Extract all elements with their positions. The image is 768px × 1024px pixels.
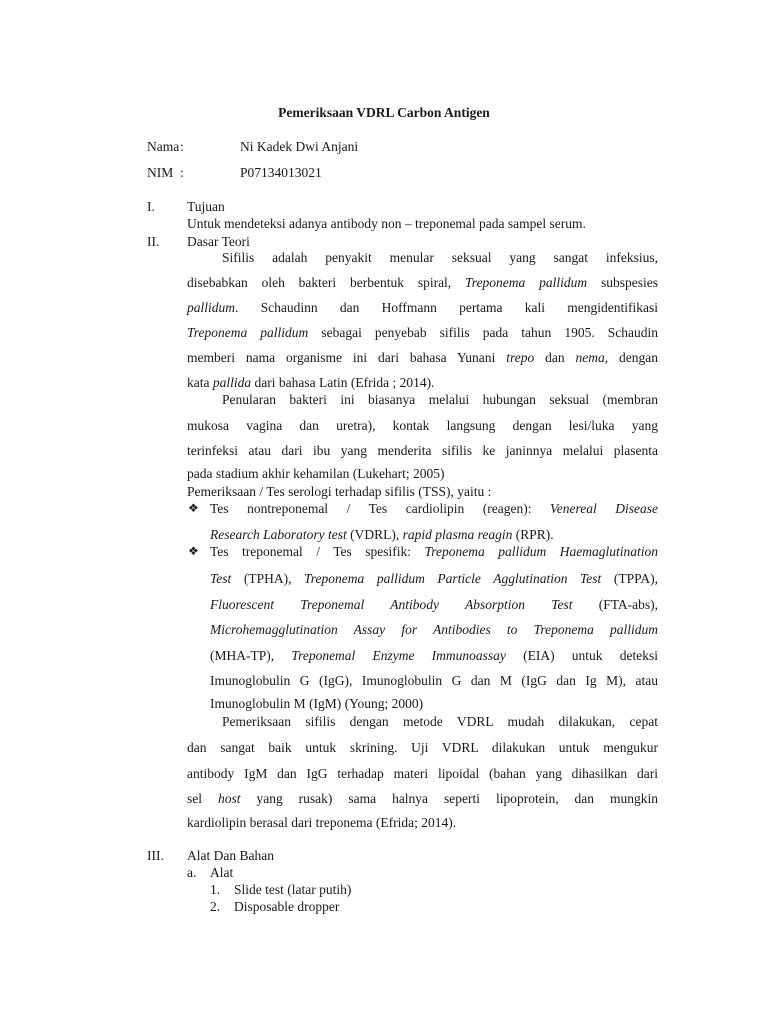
- paragraph-1-line: kata pallida dari bahasa Latin (Efrida ; 2014).: [187, 375, 435, 390]
- bullet-2-line: Fluorescent Treponemal Antibody Absorption Test (FTA-abs),: [210, 597, 658, 612]
- paragraph-3-line: dan sangat baik untuk skrining. Uji VDRL dilakukan untuk mengukur: [187, 740, 658, 755]
- subsection-heading: Alat: [210, 865, 234, 880]
- paragraph-2-line: terinfeksi atau dari ibu yang menderita sifilis ke janinnya melalui plasenta: [187, 443, 658, 458]
- section-1-heading: Tujuan: [187, 199, 225, 214]
- paragraph-1-line: Sifilis adalah penyakit menular seksual yang sangat infeksius,: [222, 250, 658, 265]
- bullet-1-line: Research Laboratory test (VDRL), rapid plasma reagin (RPR).: [210, 527, 554, 542]
- paragraph-1-line: disebabkan oleh bakteri berbentuk spiral, Treponema pallidum subspesies: [187, 275, 659, 290]
- paragraph-1-line: pallidum. Schaudinn dan Hoffmann pertama kali mengidentifikasi: [187, 300, 658, 315]
- bullet-2-line: Tes treponemal / Tes spesifik: Treponema pallidum Haemaglutination: [210, 544, 659, 559]
- nim-label: NIM: [147, 165, 174, 180]
- subsection-label: a.: [187, 865, 197, 880]
- section-3-heading: Alat Dan Bahan: [187, 848, 274, 863]
- name-colon: :: [180, 139, 184, 154]
- bullet-2-line: Imunoglobulin G (IgG), Imunoglobulin G dan M (IgG dan Ig M), atau: [210, 673, 658, 688]
- bullet-1-line: Tes nontreponemal / Tes cardiolipin (reagen): Venereal Disease: [210, 501, 658, 516]
- bullet-2-line: Test (TPHA), Treponema pallidum Particle Agglutination Test (TPPA),: [210, 571, 659, 586]
- paragraph-3-line: antibody IgM dan IgG terhadap materi lipoidal (bahan yang dihasilkan dari: [187, 766, 658, 781]
- bullet-2-line: (MHA-TP), Treponemal Enzyme Immunoassay (EIA) untuk deteksi: [210, 648, 658, 663]
- section-2-number: II.: [147, 234, 160, 249]
- diamond-bullet-icon: ❖: [188, 544, 199, 558]
- nim-colon: :: [180, 165, 184, 180]
- paragraph-3-line: Pemeriksaan sifilis dengan metode VDRL mudah dilakukan, cepat: [222, 714, 658, 729]
- paragraph-2-line: Penularan bakteri ini biasanya melalui hubungan seksual (membran: [222, 392, 658, 407]
- document-title: Pemeriksaan VDRL Carbon Antigen: [278, 105, 490, 120]
- nim-value: P07134013021: [240, 165, 322, 180]
- name-label: Nama: [147, 139, 180, 154]
- bullet-2-line: Microhemagglutination Assay for Antibodies to Treponema pallidum: [210, 622, 658, 637]
- paragraph-1-line: Treponema pallidum sebagai penyebab sifilis pada tahun 1905. Schaudin: [187, 325, 658, 340]
- section-3-number: III.: [147, 848, 164, 863]
- bullet-2-line: Imunoglobulin M (IgM) (Young; 2000): [210, 696, 424, 711]
- paragraph-1-line: memberi nama organisme ini dari bahasa Yunani trepo dan nema, dengan: [187, 350, 659, 365]
- section-1-text: Untuk mendeteksi adanya antibody non – treponemal pada sampel serum.: [187, 216, 586, 231]
- list-item: Slide test (latar putih): [234, 882, 352, 897]
- section-2-heading: Dasar Teori: [187, 234, 250, 249]
- paragraph-3-line: sel host yang rusak) sama halnya seperti lipoprotein, dan mungkin: [187, 791, 659, 806]
- diamond-bullet-icon: ❖: [188, 501, 199, 515]
- list-item-number: 2.: [210, 899, 221, 914]
- list-item-number: 1.: [210, 882, 221, 897]
- section-1-number: I.: [147, 199, 155, 214]
- name-value: Ni Kadek Dwi Anjani: [240, 139, 359, 154]
- paragraph-3-line: kardiolipin berasal dari treponema (Efrida; 2014).: [187, 815, 457, 830]
- paragraph-2-line: pada stadium akhir kehamilan (Lukehart; 2005): [187, 466, 445, 481]
- tss-intro: Pemeriksaan / Tes serologi terhadap sifilis (TSS), yaitu :: [187, 484, 492, 499]
- paragraph-2-line: mukosa vagina dan uretra), kontak langsung dengan lesi/luka yang: [187, 418, 658, 433]
- list-item: Disposable dropper: [234, 899, 340, 914]
